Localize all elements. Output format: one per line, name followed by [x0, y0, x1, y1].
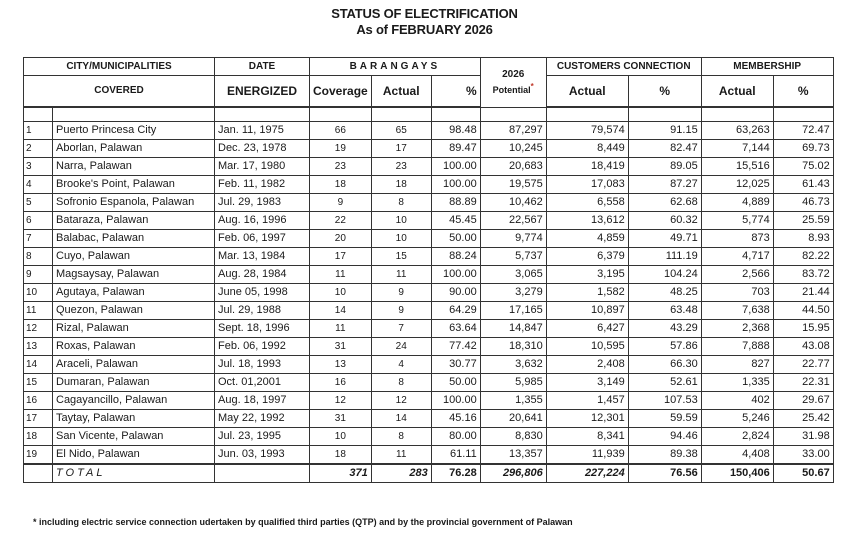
municipality-name: Magsaysay, Palawan — [53, 266, 215, 284]
barangay-coverage: 31 — [310, 338, 372, 356]
barangay-actual: 17 — [371, 140, 431, 158]
membership-actual: 5,774 — [701, 212, 773, 230]
total-mem-actual: 150,406 — [701, 464, 773, 483]
membership-pct: 72.47 — [773, 122, 833, 140]
barangay-actual: 10 — [371, 212, 431, 230]
date-energized: Feb. 06, 1992 — [215, 338, 310, 356]
table-row — [24, 392, 834, 410]
customers-pct: 57.86 — [628, 338, 701, 356]
date-energized: Mar. 13, 1984 — [215, 248, 310, 266]
municipality-name: Quezon, Palawan — [53, 302, 215, 320]
table-row — [24, 446, 834, 465]
row-number: 11 — [24, 302, 53, 320]
membership-actual: 703 — [701, 284, 773, 302]
barangay-coverage: 23 — [310, 158, 372, 176]
membership-pct: 25.42 — [773, 410, 833, 428]
municipality-name: Cuyo, Palawan — [53, 248, 215, 266]
membership-pct: 33.00 — [773, 446, 833, 465]
potential-2026: 1,355 — [480, 392, 546, 410]
membership-pct: 21.44 — [773, 284, 833, 302]
barangay-pct: 100.00 — [431, 392, 480, 410]
potential-2026: 22,567 — [480, 212, 546, 230]
potential-2026: 13,357 — [480, 446, 546, 465]
row-number: 14 — [24, 356, 53, 374]
customers-pct: 82.47 — [628, 140, 701, 158]
barangay-actual: 7 — [371, 320, 431, 338]
row-number: 5 — [24, 194, 53, 212]
header-cust-pct: % — [628, 76, 701, 108]
barangay-pct: 88.89 — [431, 194, 480, 212]
potential-2026: 87,297 — [480, 122, 546, 140]
customers-actual: 17,083 — [546, 176, 628, 194]
table-row — [24, 176, 834, 194]
membership-actual: 4,889 — [701, 194, 773, 212]
barangay-pct: 45.16 — [431, 410, 480, 428]
customers-actual: 10,595 — [546, 338, 628, 356]
membership-actual: 827 — [701, 356, 773, 374]
date-energized: Dec. 23, 1978 — [215, 140, 310, 158]
total-date — [215, 464, 310, 483]
barangay-actual: 65 — [371, 122, 431, 140]
membership-actual: 2,368 — [701, 320, 773, 338]
barangay-actual: 8 — [371, 374, 431, 392]
potential-2026: 18,310 — [480, 338, 546, 356]
row-number: 16 — [24, 392, 53, 410]
customers-pct: 87.27 — [628, 176, 701, 194]
barangay-pct: 80.00 — [431, 428, 480, 446]
barangay-coverage: 22 — [310, 212, 372, 230]
customers-pct: 49.71 — [628, 230, 701, 248]
membership-pct: 43.08 — [773, 338, 833, 356]
customers-actual: 3,149 — [546, 374, 628, 392]
barangay-pct: 63.64 — [431, 320, 480, 338]
total-label: TOTAL — [53, 464, 215, 483]
header-brgy-pct: % — [431, 76, 480, 108]
table-row — [24, 158, 834, 176]
date-energized: Mar. 17, 1980 — [215, 158, 310, 176]
total-pct: 76.28 — [431, 464, 480, 483]
customers-pct: 60.32 — [628, 212, 701, 230]
row-number: 3 — [24, 158, 53, 176]
row-number: 13 — [24, 338, 53, 356]
date-energized: Jan. 11, 1975 — [215, 122, 310, 140]
potential-2026: 14,847 — [480, 320, 546, 338]
customers-actual: 1,582 — [546, 284, 628, 302]
barangay-coverage: 66 — [310, 122, 372, 140]
potential-2026: 17,165 — [480, 302, 546, 320]
membership-actual: 2,566 — [701, 266, 773, 284]
table-row — [24, 284, 834, 302]
row-number: 1 — [24, 122, 53, 140]
customers-pct: 104.24 — [628, 266, 701, 284]
customers-pct: 52.61 — [628, 374, 701, 392]
barangay-coverage: 13 — [310, 356, 372, 374]
barangay-pct: 30.77 — [431, 356, 480, 374]
customers-actual: 18,419 — [546, 158, 628, 176]
municipality-name: Balabac, Palawan — [53, 230, 215, 248]
document-subtitle: As of FEBRUARY 2026 — [356, 22, 493, 37]
municipality-name: Narra, Palawan — [53, 158, 215, 176]
customers-actual: 6,379 — [546, 248, 628, 266]
header-brgy-actual: Actual — [371, 76, 431, 108]
total-num — [24, 464, 53, 483]
table-row — [24, 320, 834, 338]
municipality-name: Taytay, Palawan — [53, 410, 215, 428]
barangay-coverage: 31 — [310, 410, 372, 428]
municipality-name: Brooke's Point, Palawan — [53, 176, 215, 194]
row-number: 19 — [24, 446, 53, 465]
membership-pct: 69.73 — [773, 140, 833, 158]
municipality-name: Rizal, Palawan — [53, 320, 215, 338]
potential-2026: 19,575 — [480, 176, 546, 194]
customers-actual: 79,574 — [546, 122, 628, 140]
municipality-name: Sofronio Espanola, Palawan — [53, 194, 215, 212]
table-row — [24, 212, 834, 230]
customers-actual: 4,859 — [546, 230, 628, 248]
table-row — [24, 266, 834, 284]
total-mem-pct: 50.67 — [773, 464, 833, 483]
customers-pct: 89.05 — [628, 158, 701, 176]
table-row — [24, 338, 834, 356]
customers-pct: 62.68 — [628, 194, 701, 212]
membership-pct: 82.22 — [773, 248, 833, 266]
table-row — [24, 122, 834, 140]
barangay-pct: 64.29 — [431, 302, 480, 320]
potential-2026: 10,462 — [480, 194, 546, 212]
membership-pct: 25.59 — [773, 212, 833, 230]
row-number: 2 — [24, 140, 53, 158]
header-covered: COVERED — [24, 76, 215, 108]
barangay-actual: 10 — [371, 230, 431, 248]
table-row — [24, 140, 834, 158]
header-row-bottom — [24, 76, 834, 108]
customers-actual: 12,301 — [546, 410, 628, 428]
municipality-name: Agutaya, Palawan — [53, 284, 215, 302]
barangay-coverage: 12 — [310, 392, 372, 410]
municipality-name: Bataraza, Palawan — [53, 212, 215, 230]
membership-pct: 75.02 — [773, 158, 833, 176]
membership-actual: 1,335 — [701, 374, 773, 392]
potential-2026: 20,683 — [480, 158, 546, 176]
row-number: 18 — [24, 428, 53, 446]
total-potential: 296,806 — [480, 464, 546, 483]
customers-pct: 63.48 — [628, 302, 701, 320]
date-energized: Jul. 23, 1995 — [215, 428, 310, 446]
membership-actual: 7,638 — [701, 302, 773, 320]
total-row — [24, 464, 834, 483]
membership-pct: 8.93 — [773, 230, 833, 248]
customers-actual: 3,195 — [546, 266, 628, 284]
barangay-coverage: 18 — [310, 446, 372, 465]
potential-2026: 3,632 — [480, 356, 546, 374]
customers-actual: 13,612 — [546, 212, 628, 230]
membership-actual: 15,516 — [701, 158, 773, 176]
barangay-actual: 18 — [371, 176, 431, 194]
barangay-pct: 61.11 — [431, 446, 480, 465]
barangay-coverage: 16 — [310, 374, 372, 392]
barangay-pct: 100.00 — [431, 158, 480, 176]
barangay-actual: 12 — [371, 392, 431, 410]
barangay-coverage: 11 — [310, 320, 372, 338]
row-number: 15 — [24, 374, 53, 392]
membership-actual: 63,263 — [701, 122, 773, 140]
municipality-name: Araceli, Palawan — [53, 356, 215, 374]
footnote: * including electric service connection udertaken by qualified third parties (QTP) and by the provincial government of Palawan — [33, 517, 573, 527]
table-row — [24, 248, 834, 266]
membership-pct: 22.31 — [773, 374, 833, 392]
table-row — [24, 356, 834, 374]
header-membership: MEMBERSHIP — [701, 58, 833, 76]
municipality-name: Puerto Princesa City — [53, 122, 215, 140]
row-number: 4 — [24, 176, 53, 194]
municipality-name: Roxas, Palawan — [53, 338, 215, 356]
barangay-actual: 9 — [371, 302, 431, 320]
date-energized: Jun. 03, 1993 — [215, 446, 310, 465]
total-cust-actual: 227,224 — [546, 464, 628, 483]
membership-pct: 29.67 — [773, 392, 833, 410]
barangay-pct: 89.47 — [431, 140, 480, 158]
header-coverage: Coverage — [310, 76, 372, 108]
header-barangays: BARANGAYS — [310, 58, 481, 76]
header-customers: CUSTOMERS CONNECTION — [546, 58, 701, 76]
barangay-pct: 100.00 — [431, 176, 480, 194]
total-actual: 283 — [371, 464, 431, 483]
barangay-coverage: 10 — [310, 284, 372, 302]
row-number: 7 — [24, 230, 53, 248]
customers-pct: 48.25 — [628, 284, 701, 302]
barangay-pct: 50.00 — [431, 374, 480, 392]
barangay-pct: 98.48 — [431, 122, 480, 140]
customers-pct: 111.19 — [628, 248, 701, 266]
barangay-coverage: 14 — [310, 302, 372, 320]
potential-2026: 9,774 — [480, 230, 546, 248]
barangay-coverage: 18 — [310, 176, 372, 194]
customers-pct: 59.59 — [628, 410, 701, 428]
document-title: STATUS OF ELECTRIFICATION — [331, 6, 518, 21]
total-cust-pct: 76.56 — [628, 464, 701, 483]
customers-actual: 8,449 — [546, 140, 628, 158]
potential-2026: 10,245 — [480, 140, 546, 158]
total-coverage: 371 — [310, 464, 372, 483]
date-energized: Aug. 16, 1996 — [215, 212, 310, 230]
membership-actual: 2,824 — [701, 428, 773, 446]
potential-2026: 20,641 — [480, 410, 546, 428]
customers-actual: 11,939 — [546, 446, 628, 465]
membership-actual: 4,408 — [701, 446, 773, 465]
customers-actual: 10,897 — [546, 302, 628, 320]
date-energized: Jul. 18, 1993 — [215, 356, 310, 374]
customers-pct: 91.15 — [628, 122, 701, 140]
membership-pct: 61.43 — [773, 176, 833, 194]
municipality-name: Cagayancillo, Palawan — [53, 392, 215, 410]
membership-actual: 402 — [701, 392, 773, 410]
membership-actual: 4,717 — [701, 248, 773, 266]
barangay-pct: 88.24 — [431, 248, 480, 266]
barangay-actual: 11 — [371, 446, 431, 465]
potential-2026: 3,279 — [480, 284, 546, 302]
membership-actual: 7,888 — [701, 338, 773, 356]
header-potential-year: 2026 — [502, 68, 525, 80]
table-row — [24, 374, 834, 392]
customers-pct: 107.53 — [628, 392, 701, 410]
barangay-actual: 15 — [371, 248, 431, 266]
row-number: 10 — [24, 284, 53, 302]
date-energized: Feb. 06, 1997 — [215, 230, 310, 248]
customers-pct: 66.30 — [628, 356, 701, 374]
barangay-coverage: 11 — [310, 266, 372, 284]
municipality-name: El Nido, Palawan — [53, 446, 215, 465]
barangay-pct: 50.00 — [431, 230, 480, 248]
membership-pct: 15.95 — [773, 320, 833, 338]
row-number: 12 — [24, 320, 53, 338]
date-energized: Jul. 29, 1988 — [215, 302, 310, 320]
barangay-pct: 100.00 — [431, 266, 480, 284]
customers-actual: 6,558 — [546, 194, 628, 212]
header-date: DATE — [215, 58, 310, 76]
membership-actual: 7,144 — [701, 140, 773, 158]
municipality-name: Aborlan, Palawan — [53, 140, 215, 158]
customers-pct: 89.38 — [628, 446, 701, 465]
customers-pct: 94.46 — [628, 428, 701, 446]
barangay-coverage: 9 — [310, 194, 372, 212]
table-row — [24, 302, 834, 320]
barangay-actual: 8 — [371, 194, 431, 212]
barangay-actual: 14 — [371, 410, 431, 428]
date-energized: June 05, 1998 — [215, 284, 310, 302]
electrification-table — [23, 57, 834, 483]
date-energized: Aug. 18, 1997 — [215, 392, 310, 410]
membership-actual: 5,246 — [701, 410, 773, 428]
customers-actual: 2,408 — [546, 356, 628, 374]
potential-label: Potential — [492, 84, 531, 95]
header-mem-pct: % — [773, 76, 833, 108]
header-cust-actual: Actual — [546, 76, 628, 108]
barangay-actual: 23 — [371, 158, 431, 176]
header-mem-actual: Actual — [701, 76, 773, 108]
barangay-actual: 11 — [371, 266, 431, 284]
potential-2026: 5,737 — [480, 248, 546, 266]
row-number: 17 — [24, 410, 53, 428]
barangay-actual: 9 — [371, 284, 431, 302]
barangay-actual: 24 — [371, 338, 431, 356]
spacer-row — [24, 107, 834, 122]
row-number: 8 — [24, 248, 53, 266]
barangay-coverage: 20 — [310, 230, 372, 248]
customers-actual: 8,341 — [546, 428, 628, 446]
potential-2026: 3,065 — [480, 266, 546, 284]
municipality-name: Dumaran, Palawan — [53, 374, 215, 392]
customers-pct: 43.29 — [628, 320, 701, 338]
header-potential-label — [484, 81, 543, 96]
municipality-name: San Vicente, Palawan — [53, 428, 215, 446]
customers-actual: 1,457 — [546, 392, 628, 410]
barangay-coverage: 17 — [310, 248, 372, 266]
potential-2026: 8,830 — [480, 428, 546, 446]
membership-actual: 873 — [701, 230, 773, 248]
barangay-pct: 77.42 — [431, 338, 480, 356]
membership-pct: 44.50 — [773, 302, 833, 320]
barangay-actual: 4 — [371, 356, 431, 374]
potential-2026: 5,985 — [480, 374, 546, 392]
table-row — [24, 230, 834, 248]
header-row-top — [24, 58, 834, 76]
membership-actual: 12,025 — [701, 176, 773, 194]
barangay-coverage: 19 — [310, 140, 372, 158]
header-potential — [480, 58, 546, 108]
table-row — [24, 194, 834, 212]
date-energized: Aug. 28, 1984 — [215, 266, 310, 284]
customers-actual: 6,427 — [546, 320, 628, 338]
barangay-pct: 90.00 — [431, 284, 480, 302]
barangay-pct: 45.45 — [431, 212, 480, 230]
date-energized: Jul. 29, 1983 — [215, 194, 310, 212]
table-row — [24, 428, 834, 446]
barangay-actual: 8 — [371, 428, 431, 446]
date-energized: Sept. 18, 1996 — [215, 320, 310, 338]
membership-pct: 22.77 — [773, 356, 833, 374]
membership-pct: 83.72 — [773, 266, 833, 284]
header-energized: ENERGIZED — [215, 76, 310, 108]
membership-pct: 46.73 — [773, 194, 833, 212]
table-row — [24, 410, 834, 428]
barangay-coverage: 10 — [310, 428, 372, 446]
row-number: 6 — [24, 212, 53, 230]
date-energized: May 22, 1992 — [215, 410, 310, 428]
row-number: 9 — [24, 266, 53, 284]
date-energized: Feb. 11, 1982 — [215, 176, 310, 194]
membership-pct: 31.98 — [773, 428, 833, 446]
footnote-marker: * — [530, 81, 534, 91]
header-city: CITY/MUNICIPALITIES — [24, 58, 215, 76]
date-energized: Oct. 01,2001 — [215, 374, 310, 392]
